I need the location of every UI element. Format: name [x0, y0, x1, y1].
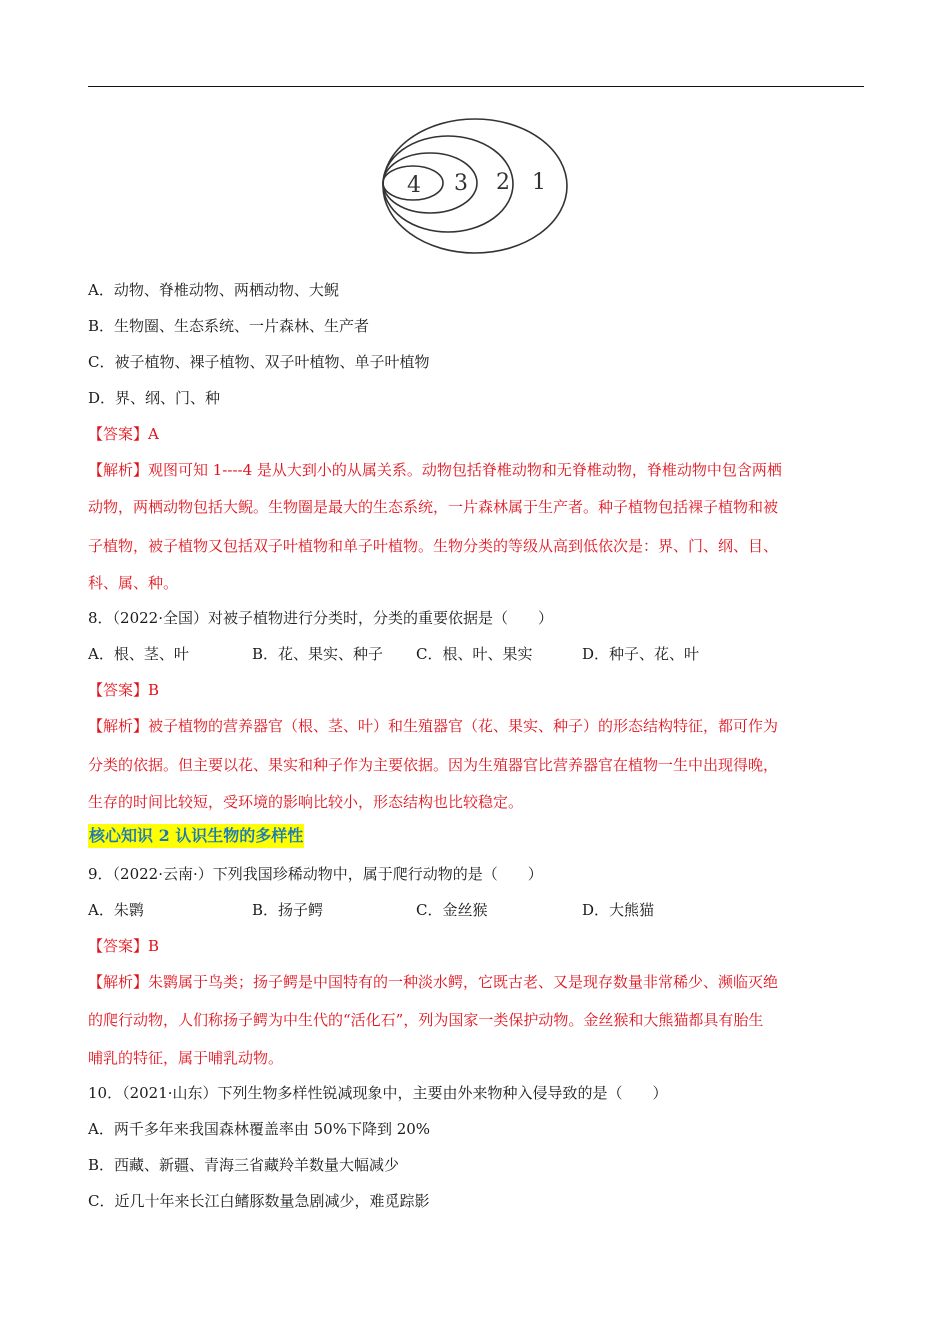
q7-option-c: C．被子植物、裸子植物、双子叶植物、单子叶植物 [88, 353, 430, 371]
q8-option-a: A．根、茎、叶 [88, 645, 189, 663]
q10-stem: 10．（2021·山东）下列生物多样性锐减现象中，主要由外来物种入侵导致的是（ ） [88, 1084, 668, 1102]
ellipse-2 [383, 136, 513, 232]
q8-option-b: B．花、果实、种子 [252, 645, 384, 663]
q9-answer: 【答案】B [88, 937, 160, 955]
q8-analysis-line: 【解析】被子植物的营养器官（根、茎、叶）和生殖器官（花、果实、种子）的形态结构特征，都可作为 [88, 717, 779, 735]
q8-analysis-line: 生存的时间比较短，受环境的影响比较小，形态结构也比较稳定。 [88, 793, 524, 811]
q7-analysis-line: 子植物，被子植物又包括双子叶植物和单子叶植物。生物分类的等级从高到低依次是：界、门、纲、目、 [88, 537, 779, 555]
header-rule [88, 86, 864, 87]
q10-option-b: B．西藏、新疆、青海三省藏羚羊数量大幅减少 [88, 1156, 400, 1174]
q7-analysis-line: 科、属、种。 [88, 574, 179, 592]
q7-option-d: D．界、纲、门、种 [88, 389, 221, 407]
diagram-label-3: 3 [454, 171, 468, 196]
q9-analysis-line: 哺乳的特征，属于哺乳动物。 [88, 1049, 284, 1067]
q9-stem: 9．（2022·云南·）下列我国珍稀动物中，属于爬行动物的是（ ） [88, 865, 543, 883]
q9-option-d: D．大熊猫 [582, 901, 655, 919]
q8-analysis-line: 分类的依据。但主要以花、果实和种子作为主要依据。因为生殖器官比营养器官在植物一生中出现得晚， [88, 756, 779, 774]
q7-option-b: B．生物圈、生态系统、一片森林、生产者 [88, 317, 370, 335]
diagram-label-2: 2 [496, 170, 510, 195]
diagram-label-4: 4 [407, 173, 421, 198]
q9-analysis-line: 的爬行动物，人们称扬子鳄为中生代的“活化石”，列为国家一类保护动物。金丝猴和大熊猫都具有胎生 [88, 1011, 764, 1029]
nested-ellipse-diagram [380, 116, 570, 258]
q8-option-c: C．根、叶、果实 [416, 645, 533, 663]
q9-analysis-line: 【解析】朱鹮属于鸟类；扬子鳄是中国特有的一种淡水鳄，它既古老、又是现存数量非常稀少、濒临灭绝 [88, 973, 779, 991]
q10-option-a: A．两千多年来我国森林覆盖率由 50%下降到 20% [88, 1120, 431, 1138]
q7-analysis-line: 【解析】观图可知 1----4 是从大到小的从属关系。动物包括脊椎动物和无脊椎动物，脊椎动物中包含两栖 [88, 461, 782, 479]
q7-answer: 【答案】A [88, 425, 159, 443]
q8-answer: 【答案】B [88, 681, 160, 699]
q8-option-d: D．种子、花、叶 [582, 645, 700, 663]
q9-option-a: A．朱鹮 [88, 901, 144, 919]
q10-option-c: C．近几十年来长江白鳍豚数量急剧减少，难觅踪影 [88, 1192, 430, 1210]
section-heading: 核心知识 2 认识生物的多样性 [88, 824, 304, 848]
q9-option-b: B．扬子鳄 [252, 901, 324, 919]
q7-option-a: A．动物、脊椎动物、两栖动物、大鲵 [88, 281, 339, 299]
diagram-label-1: 1 [532, 170, 546, 195]
q8-stem: 8．（2022·全国）对被子植物进行分类时，分类的重要依据是（ ） [88, 609, 553, 627]
q9-option-c: C．金丝猴 [416, 901, 488, 919]
q7-analysis-line: 动物，两栖动物包括大鲵。生物圈是最大的生态系统，一片森林属于生产者。种子植物包括裸子植物和被 [88, 498, 779, 516]
